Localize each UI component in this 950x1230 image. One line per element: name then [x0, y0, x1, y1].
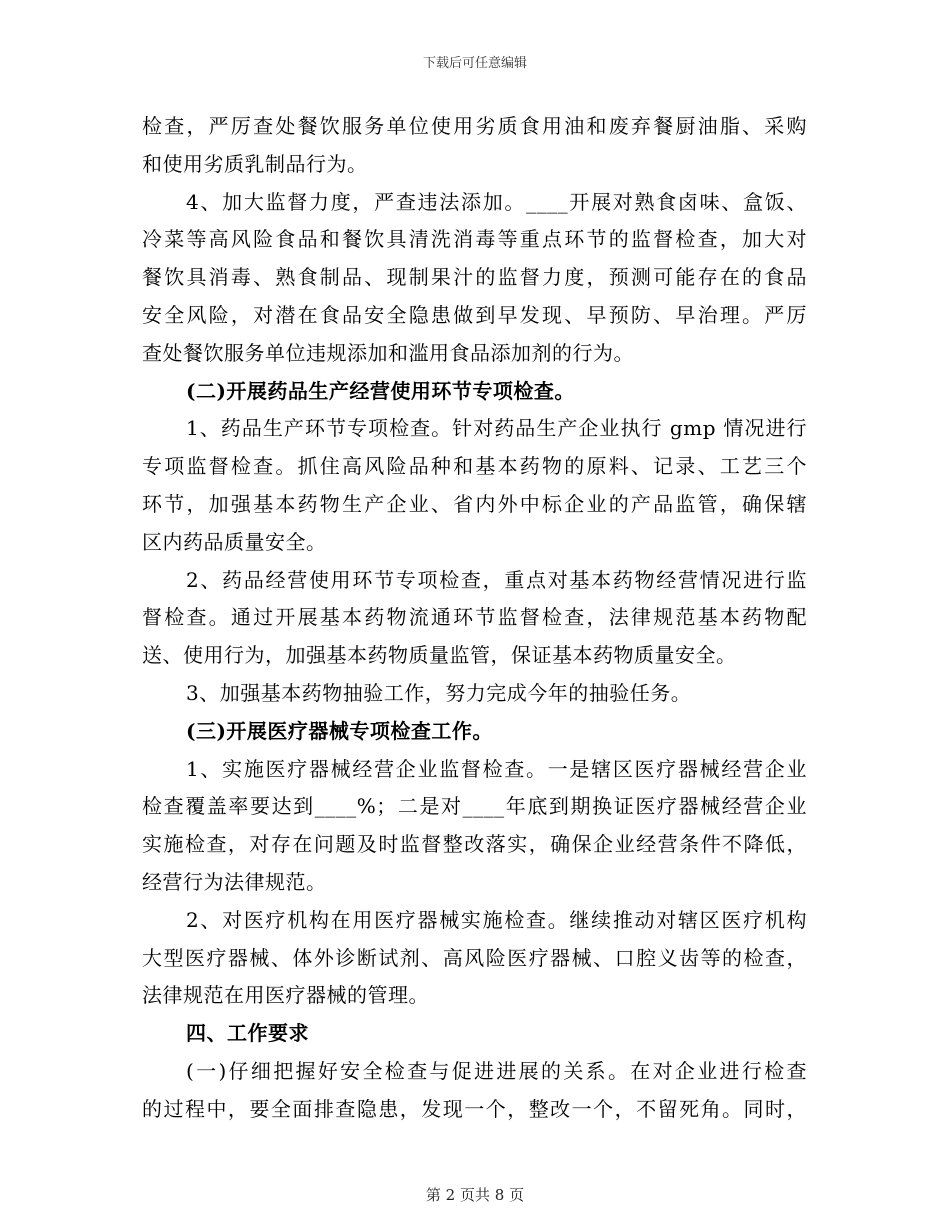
paragraph-line: 和使用劣质乳制品行为。: [142, 151, 368, 176]
section-heading-line: (二)开展药品生产经营使用环节专项检查。: [186, 378, 575, 403]
paragraph-line: 安全风险，对潜在食品安全隐患做到早发现、早预防、早治理。严厉: [142, 302, 807, 327]
paragraph-line: 督检查。通过开展基本药物流通环节监督检查，法律规范基本药物配: [142, 605, 807, 630]
paragraph-line: 环节，加强基本药物生产企业、省内外中标企业的产品监管，确保辖: [142, 491, 807, 516]
paragraph-line: 专项监督检查。抓住高风险品种和基本药物的原料、记录、工艺三个: [142, 454, 807, 479]
paragraph-line: 经营行为法律规范。: [142, 869, 327, 894]
document-body: [142, 108, 807, 1129]
paragraph-line: 4、加大监督力度，严查违法添加。____开展对熟食卤味、盒饭、: [186, 189, 807, 214]
section-heading-line: (三)开展医疗器械专项检查工作。: [186, 718, 493, 743]
paragraph-line: 区内药品质量安全。: [142, 529, 327, 554]
paragraph-line: 检查，严厉查处餐饮服务单位使用劣质食用油和废弃餐厨油脂、采购: [142, 114, 807, 138]
paragraph-line: 的过程中，要全面排查隐患，发现一个，整改一个，不留死角。同时，: [142, 1096, 807, 1121]
paragraph-line: 1、实施医疗器械经营企业监督检查。一是辖区医疗器械经营企业: [186, 756, 807, 781]
paragraph-line: 餐饮具消毒、熟食制品、现制果汁的监督力度，预测可能存在的食品: [142, 265, 807, 290]
page-header: 下载后可任意编辑: [422, 56, 527, 71]
paragraph-line: 送、使用行为，加强基本药物质量监管，保证基本药物质量安全。: [142, 643, 737, 668]
paragraph-line: 实施检查，对存在问题及时监督整改落实，确保企业经营条件不降低，: [142, 832, 807, 857]
paragraph-line: 冷菜等高风险食品和餐饮具清洗消毒等重点环节的监督检查，加大对: [142, 227, 807, 252]
section-heading-line: 四、工作要求: [186, 1021, 309, 1046]
paragraph-line: 大型医疗器械、体外诊断试剂、高风险医疗器械、口腔义齿等的检查，: [142, 945, 807, 970]
page-footer: 第 2 页共 8 页: [425, 1186, 525, 1204]
paragraph-line: (一)仔细把握好安全检查与促进进展的关系。在对企业进行检查: [186, 1058, 807, 1083]
paragraph-line: 2、药品经营使用环节专项检查，重点对基本药物经营情况进行监: [186, 567, 807, 592]
paragraph-line: 2、对医疗机构在用医疗器械实施检查。继续推动对辖区医疗机构: [186, 907, 807, 932]
paragraph-line: 1、药品生产环节专项检查。针对药品生产企业执行 gmp 情况进行: [186, 416, 807, 441]
paragraph-line: 法律规范在用医疗器械的管理。: [142, 983, 429, 1008]
paragraph-line: 3、加强基本药物抽验工作，努力完成今年的抽验任务。: [186, 680, 692, 705]
paragraph-line: 查处餐饮服务单位违规添加和滥用食品添加剂的行为。: [142, 340, 634, 365]
paragraph-line: 检查覆盖率要达到____%；二是对____年底到期换证医疗器械经营企业: [142, 794, 807, 819]
